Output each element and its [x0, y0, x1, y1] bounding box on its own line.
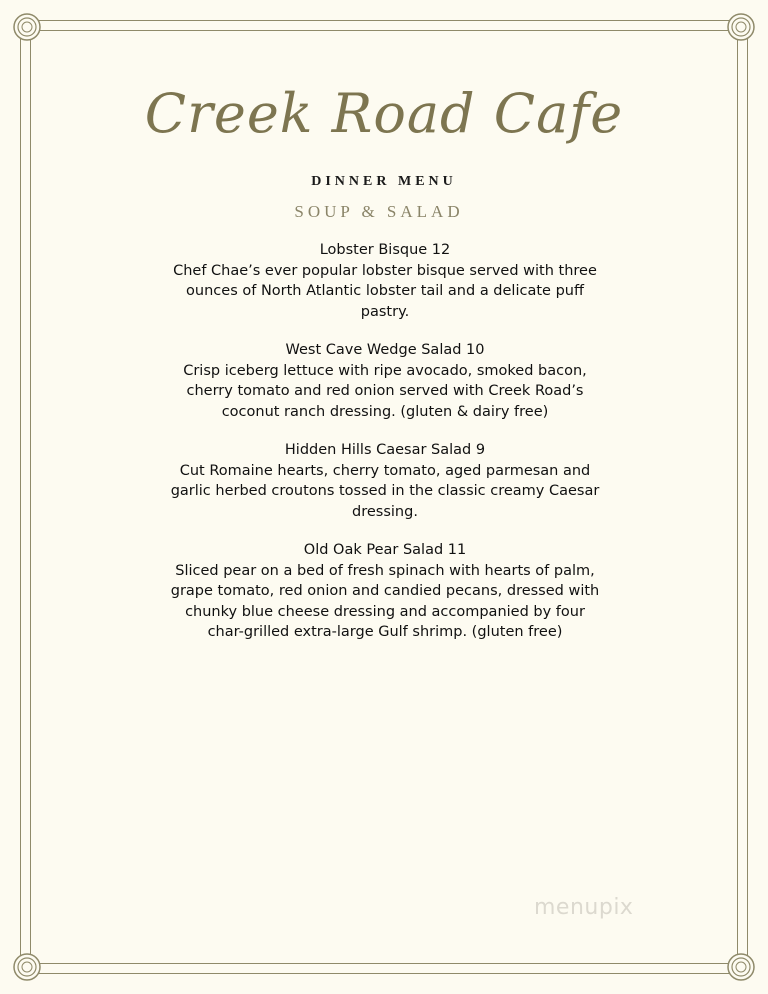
menu-item-name: West Cave Wedge Salad 10	[285, 342, 485, 358]
menu-item-name: Lobster Bisque 12	[319, 242, 451, 258]
menu-subtitle: DINNER MENU	[311, 174, 457, 189]
restaurant-name: Creek Road Cafe	[144, 82, 624, 145]
menu-item	[170, 540, 600, 643]
menu-item-description: Sliced pear on a bed of fresh spinach with hearts of palm, grape tomato, red onion and candied pecans, dressed with chunky blue cheese dressing and accompanied by four char-grilled extra-large Gulf shrimp. (gluten free)	[170, 562, 600, 640]
menu-item	[170, 340, 600, 422]
menu-item	[170, 240, 600, 322]
corner-ornament-icon	[726, 952, 756, 982]
section-heading: SOUP & SALAD	[294, 202, 464, 221]
menu-item-description: Chef Chae’s ever popular lobster bisque served with three ounces of North Atlantic lobster tail and a delicate puff pastry.	[173, 262, 597, 320]
corner-ornament-icon	[726, 12, 756, 42]
watermark-logo: menupix	[534, 895, 634, 920]
menu-item-description: Cut Romaine hearts, cherry tomato, aged parmesan and garlic herbed croutons tossed in the classic creamy Caesar dressing.	[170, 462, 600, 520]
menu-item	[170, 440, 600, 522]
menu-item-list	[170, 240, 600, 661]
menu-item-description: Crisp iceberg lettuce with ripe avocado, smoked bacon, cherry tomato and red onion served with Creek Road’s coconut ranch dressing. (gluten & dairy free)	[183, 362, 587, 420]
corner-ornament-icon	[12, 12, 42, 42]
corner-ornament-icon	[12, 952, 42, 982]
menu-item-name: Old Oak Pear Salad 11	[303, 542, 467, 558]
menu-item-name: Hidden Hills Caesar Salad 9	[284, 442, 486, 458]
